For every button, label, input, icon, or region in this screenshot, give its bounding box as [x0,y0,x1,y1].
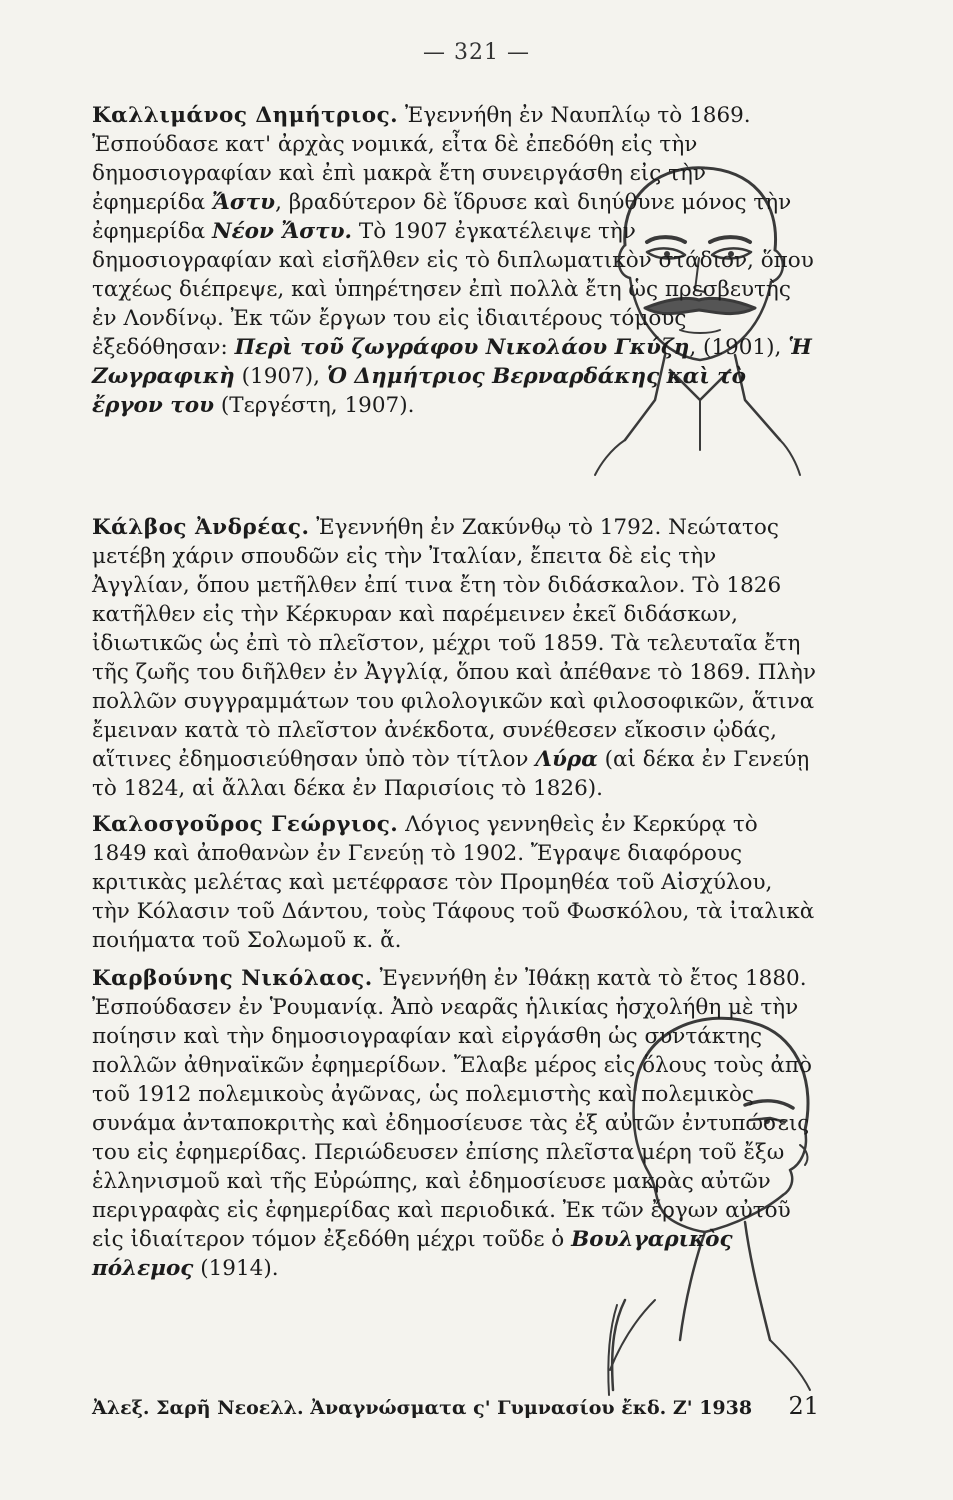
work-title: Ἄστυ [211,190,276,215]
entry-heading: Καρβούνης Νικόλαος. [92,966,373,991]
entry-text: , βραδύτερον δὲ ἵδρυσε καὶ διηύθυνε μόνος τὴν ἐφημερίδα [92,190,792,244]
entry-heading: Κάλβος Ἀνδρέας. [92,515,310,540]
entry-text: (Τεργέστη, 1907). [214,393,415,418]
entry-text: Λόγιος γεννηθεὶς ἐν Κερκύρᾳ τὸ 1849 καὶ ἀποθανὼν ἐν Γενεύῃ τὸ 1902. Ἔγραψε διαφόρους κριτικὰς μελέτας καὶ μετέφρασε τὸν Προμηθέα τοῦ Αἰσχύλου, τὴν Κόλασιν τοῦ Δάντου, τοὺς Τάφους τοῦ Φωσκόλου, τὰ ἰταλικὰ ποιήματα τοῦ Σολωμοῦ κ. ἄ. [92,812,815,953]
work-title: Ἡ Ζωγραφικὴ [92,335,812,389]
entry-text: Ἐγεννήθη ἐν Ἰθάκῃ κατὰ τὸ ἔτος 1880. Ἐσπούδασεν ἐν Ῥουμανίᾳ. Ἀπὸ νεαρᾶς ἡλικίας ἠσχολήθη μὲ τὴν ποίησιν καὶ τὴν δημοσιογραφίαν καὶ εἰργάσθη ὡς συντάκτης πολλῶν ἀθηναϊκῶν ἐφημερίδων. Ἔλαβε μέρος εἰς ὅλους τοὺς ἀπὸ τοῦ 1912 πολεμικοὺς ἀγῶνας, ὡς πολεμιστὴς καὶ πολεμικὸς συνάμα ἀνταποκριτὴς καὶ ἐδημοσίευσε τὰς ἐξ αὐτῶν ἐντυπώσεις του εἰς ἐφημερίδας. Περιώδευσεν ἐπίσης πλεῖστα μέρη τοῦ ἔξω ἑλληνισμοῦ καὶ τῆς Εὐρώπης, καὶ ἐδημοσίευσε μακρὰς αὐτῶν περιγραφὰς εἰς ἐφημερίδας καὶ περιοδικά. Ἐκ τῶν ἔργων αὐτοῦ εἰς ἰδιαίτερον τόμον ἐξεδόθη μέχρι τοῦδε ὁ [92,966,812,1252]
entry-karvounis [92,964,817,1283]
entry-text: Ἐγεννήθη ἐν Ζακύνθῳ τὸ 1792. Νεώτατος μετέβη χάριν σπουδῶν εἰς τὴν Ἰταλίαν, ἔπειτα δὲ εἰς τὴν Ἀγγλίαν, ὅπου μετῆλθεν ἐπί τινα ἔτη τὸν διδάσκαλον. Τὸ 1826 κατῆλθεν εἰς τὴν Κέρκυραν καὶ παρέμεινεν ἐκεῖ διδάσκων, ἰδιωτικῶς ὡς ἐπὶ τὸ πλεῖστον, μέχρι τοῦ 1859. Τὰ τελευταῖα ἔτη τῆς ζωῆς του διῆλθεν ἐν Ἀγγλίᾳ, ὅπου καὶ ἀπέθανε τὸ 1869. Πλὴν πολλῶν συγγραμμάτων του φιλολογικῶν καὶ φιλοσοφικῶν, ἅτινα ἔμειναν κατὰ τὸ πλεῖστον ἀνέκδοτα, συνέθεσεν εἴκοσιν ᾠδάς, αἵτινες ἐδημοσιεύθησαν ὑπὸ τὸν τίτλον [92,515,816,772]
entry-kalosgouros [92,810,817,955]
page-footer [92,1392,819,1420]
work-title: Βουλγαρικὸς πόλεμος [92,1227,733,1281]
entry-heading: Καλλιμάνος Δημήτριος. [92,103,399,128]
entry-kallimanos [92,101,817,420]
entry-heading: Καλοσγοῦρος Γεώργιος. [92,812,399,837]
page-number: — 321 — [423,40,530,65]
entry-text: Ἐγεννήθη ἐν Ναυπλίῳ τὸ 1869. Ἐσπούδασε κατ' ἀρχὰς νομικά, εἶτα δὲ ἐπεδόθη εἰς τὴν δημοσιογραφίαν καὶ ἐπὶ μακρὰ ἔτη συνειργάσθη εἰς τὴν ἐφημερίδα [92,103,751,215]
work-title: Περὶ τοῦ ζωγράφου Νικολάου Γκύζη [234,335,690,360]
entry-kalvos [92,513,817,803]
work-title: Λύρα [535,747,598,772]
printer-signature: Ἀλεξ. Σαρῆ Νεοελλ. Ἀναγνώσματα ς' Γυμνασίου ἔκδ. Ζ' 1938 [92,1397,753,1419]
work-title: Ὁ Δημήτριος Βερναρδάκης καὶ τὸ ἔργον του [92,364,747,418]
entry-text: (1907), [234,364,327,389]
entry-text: (αἱ δέκα ἐν Γενεύῃ τὸ 1824, αἱ ἄλλαι δέκα ἐν Παρισίοις τὸ 1826). [92,747,810,801]
entry-text: (1914). [193,1256,279,1281]
entry-text: Τὸ 1907 ἐγκατέλειψε τὴν δημοσιογραφίαν καὶ εἰσῆλθεν εἰς τὸ διπλωματικὸν στάδιον, ὅπου ταχέως διέπρεψε, καὶ ὑπηρέτησεν ἐπὶ πολλὰ ἔτη ὡς πρεσβευτὴς ἐν Λονδίνῳ. Ἐκ τῶν ἔργων του εἰς ἰδιαιτέρους τόμους ἐξεδόθησαν: [92,219,814,360]
sheet-number: 21 [788,1392,819,1420]
entry-text: , (1901), [689,335,789,360]
work-title: Νέον Ἄστυ. [211,219,353,244]
